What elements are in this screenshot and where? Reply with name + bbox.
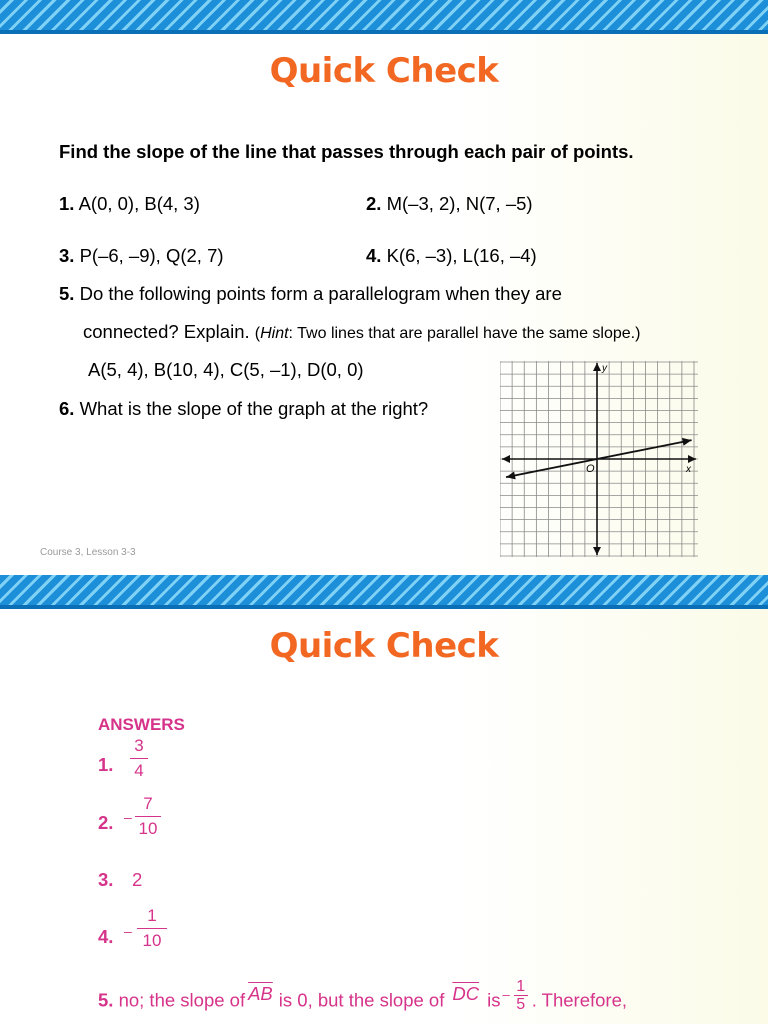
- answer-2-sign: –: [124, 809, 132, 825]
- answer-2-number: 2.: [98, 812, 114, 833]
- answers-heading: ANSWERS: [98, 715, 185, 734]
- segment-ab: $\overline{AB}$: [248, 983, 273, 1005]
- y-axis-label: y: [602, 363, 607, 374]
- answer-1-fraction: 3 4: [130, 736, 148, 781]
- hint-text: (Hint: Two lines that are parallel have the same slope.): [254, 325, 641, 342]
- problem-5-line1: 5. Do the following points form a parallelogram when they are: [59, 283, 562, 304]
- problem-1: 1. A(0, 0), B(4, 3): [59, 193, 200, 214]
- slide-1: [0, 34, 768, 575]
- answer-5-sign: –: [502, 987, 510, 1003]
- slide-1-title: Quick Check: [269, 51, 499, 91]
- lesson-footer: Course 3, Lesson 3-3: [40, 547, 136, 558]
- answer-5-fraction: $\frac{1}{5}$: [514, 978, 528, 1013]
- slide-2-title: Quick Check: [269, 626, 499, 666]
- x-axis-arrow-left: [502, 455, 510, 463]
- answer-1-number: 1.: [98, 754, 114, 775]
- slope-line-arrow-start: [506, 472, 516, 480]
- problem-6: 6. What is the slope of the graph at the right?: [59, 398, 429, 419]
- answer-3-number: 3.: [98, 869, 114, 890]
- problem-5-line2: connected? Explain. (Hint: Two lines that are parallel have the same slope.): [83, 321, 641, 342]
- answer-4-fraction: 1 10: [137, 906, 167, 951]
- y-axis-arrow-up: [593, 363, 601, 371]
- answer-5-line: 5. no; the slope of $\overline{AB}$ is 0, but the slope of $\overline{DC}$ is – $\frac{1}{5}$ . Therefore,: [98, 978, 628, 1013]
- slope-line-arrow-end: [682, 438, 692, 446]
- instruction-text: Find the slope of the line that passes through each pair of points.: [59, 141, 634, 162]
- problem-5-points: A(5, 4), B(10, 4), C(5, –1), D(0, 0): [88, 359, 364, 380]
- problem-2: 2. M(–3, 2), N(7, –5): [366, 193, 533, 214]
- origin-label: O: [586, 463, 595, 475]
- answer-3-value: 2: [132, 869, 143, 890]
- x-axis-label: x: [686, 464, 691, 475]
- problem-4: 4. K(6, –3), L(16, –4): [366, 245, 537, 266]
- slide-2: [0, 609, 768, 1024]
- segment-dc: $\overline{DC}$: [452, 983, 480, 1005]
- top-banner: [0, 0, 768, 34]
- y-axis-arrow-down: [593, 547, 601, 555]
- slope-graph: [500, 361, 698, 557]
- answer-4-sign: –: [124, 923, 132, 939]
- x-axis-arrow-right: [688, 455, 696, 463]
- problem-3: 3. P(–6, –9), Q(2, 7): [59, 245, 224, 266]
- answer-2-fraction: 7 10: [135, 794, 161, 839]
- middle-banner: [0, 575, 768, 609]
- answer-4-number: 4.: [98, 926, 114, 947]
